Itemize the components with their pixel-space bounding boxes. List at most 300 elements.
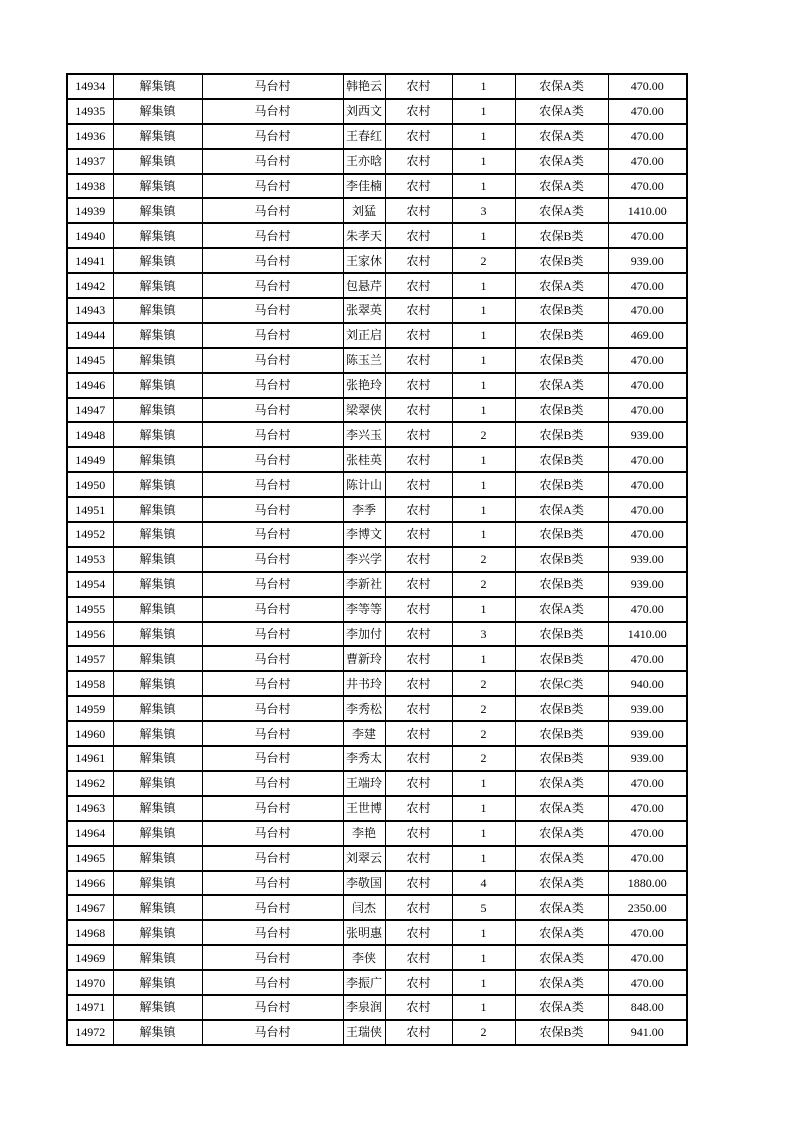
cell-category: 农保A类 (515, 273, 608, 298)
table-row (67, 771, 687, 796)
cell-id: 14966 (67, 871, 113, 896)
cell-persons: 1 (452, 597, 515, 622)
cell-town: 解集镇 (113, 771, 202, 796)
cell-category: 农保B类 (515, 646, 608, 671)
cell-id: 14967 (67, 895, 113, 920)
cell-town: 解集镇 (113, 373, 202, 398)
cell-persons: 1 (452, 821, 515, 846)
cell-town: 解集镇 (113, 995, 202, 1020)
cell-id: 14957 (67, 646, 113, 671)
cell-id: 14936 (67, 124, 113, 149)
cell-town: 解集镇 (113, 1020, 202, 1045)
cell-village: 马台村 (202, 1020, 343, 1045)
table-row (67, 572, 687, 597)
cell-residence: 农村 (385, 522, 452, 547)
cell-village: 马台村 (202, 547, 343, 572)
table-row (67, 298, 687, 323)
cell-village: 马台村 (202, 174, 343, 199)
cell-town: 解集镇 (113, 223, 202, 248)
table-row (67, 149, 687, 174)
cell-town: 解集镇 (113, 696, 202, 721)
cell-town: 解集镇 (113, 348, 202, 373)
cell-name: 李建 (343, 721, 385, 746)
cell-town: 解集镇 (113, 871, 202, 896)
cell-category: 农保A类 (515, 771, 608, 796)
cell-village: 马台村 (202, 447, 343, 472)
cell-category: 农保A类 (515, 821, 608, 846)
table-row (67, 721, 687, 746)
cell-category: 农保A类 (515, 895, 608, 920)
cell-village: 马台村 (202, 273, 343, 298)
cell-village: 马台村 (202, 895, 343, 920)
cell-persons: 2 (452, 696, 515, 721)
cell-category: 农保B类 (515, 248, 608, 273)
cell-category: 农保B类 (515, 622, 608, 647)
cell-name: 李泉润 (343, 995, 385, 1020)
cell-village: 马台村 (202, 771, 343, 796)
table-row (67, 945, 687, 970)
cell-amount: 470.00 (608, 223, 687, 248)
cell-id: 14968 (67, 920, 113, 945)
cell-village: 马台村 (202, 846, 343, 871)
table-row (67, 622, 687, 647)
cell-name: 梁翠侠 (343, 398, 385, 423)
cell-amount: 939.00 (608, 721, 687, 746)
cell-id: 14951 (67, 497, 113, 522)
cell-town: 解集镇 (113, 472, 202, 497)
cell-id: 14953 (67, 547, 113, 572)
cell-category: 农保A类 (515, 597, 608, 622)
cell-village: 马台村 (202, 522, 343, 547)
cell-town: 解集镇 (113, 398, 202, 423)
cell-town: 解集镇 (113, 746, 202, 771)
cell-name: 李兴玉 (343, 422, 385, 447)
cell-name: 闫杰 (343, 895, 385, 920)
cell-residence: 农村 (385, 422, 452, 447)
cell-category: 农保A类 (515, 174, 608, 199)
cell-amount: 470.00 (608, 846, 687, 871)
cell-amount: 940.00 (608, 671, 687, 696)
table-container (66, 73, 688, 1046)
cell-id: 14959 (67, 696, 113, 721)
cell-persons: 1 (452, 447, 515, 472)
cell-category: 农保A类 (515, 99, 608, 124)
cell-residence: 农村 (385, 920, 452, 945)
cell-name: 包悬芹 (343, 273, 385, 298)
table-row (67, 323, 687, 348)
cell-village: 马台村 (202, 74, 343, 99)
cell-category: 农保B类 (515, 348, 608, 373)
cell-village: 马台村 (202, 497, 343, 522)
cell-residence: 农村 (385, 821, 452, 846)
table-row (67, 422, 687, 447)
cell-category: 农保A类 (515, 871, 608, 896)
cell-town: 解集镇 (113, 646, 202, 671)
cell-amount: 470.00 (608, 273, 687, 298)
cell-village: 马台村 (202, 746, 343, 771)
cell-persons: 1 (452, 223, 515, 248)
cell-residence: 农村 (385, 323, 452, 348)
cell-category: 农保A类 (515, 846, 608, 871)
cell-residence: 农村 (385, 945, 452, 970)
cell-category: 农保A类 (515, 970, 608, 995)
cell-id: 14940 (67, 223, 113, 248)
cell-name: 李新社 (343, 572, 385, 597)
cell-category: 农保B类 (515, 721, 608, 746)
cell-town: 解集镇 (113, 99, 202, 124)
cell-village: 马台村 (202, 298, 343, 323)
cell-village: 马台村 (202, 149, 343, 174)
table-row (67, 223, 687, 248)
cell-id: 14946 (67, 373, 113, 398)
cell-name: 李季 (343, 497, 385, 522)
cell-residence: 农村 (385, 671, 452, 696)
cell-name: 李加付 (343, 622, 385, 647)
cell-persons: 2 (452, 721, 515, 746)
cell-residence: 农村 (385, 348, 452, 373)
cell-category: 农保A类 (515, 198, 608, 223)
cell-persons: 1 (452, 771, 515, 796)
cell-town: 解集镇 (113, 846, 202, 871)
cell-persons: 1 (452, 796, 515, 821)
cell-name: 王瑞侠 (343, 1020, 385, 1045)
cell-category: 农保A类 (515, 945, 608, 970)
cell-amount: 470.00 (608, 373, 687, 398)
cell-town: 解集镇 (113, 273, 202, 298)
cell-amount: 470.00 (608, 472, 687, 497)
cell-amount: 470.00 (608, 522, 687, 547)
cell-id: 14956 (67, 622, 113, 647)
cell-category: 农保A类 (515, 796, 608, 821)
table-row (67, 846, 687, 871)
cell-id: 14948 (67, 422, 113, 447)
cell-amount: 470.00 (608, 447, 687, 472)
table-row (67, 895, 687, 920)
cell-persons: 1 (452, 99, 515, 124)
cell-persons: 2 (452, 547, 515, 572)
cell-town: 解集镇 (113, 522, 202, 547)
cell-town: 解集镇 (113, 821, 202, 846)
cell-residence: 农村 (385, 622, 452, 647)
table-row (67, 796, 687, 821)
cell-village: 马台村 (202, 970, 343, 995)
cell-name: 刘正启 (343, 323, 385, 348)
cell-residence: 农村 (385, 696, 452, 721)
cell-residence: 农村 (385, 572, 452, 597)
cell-persons: 2 (452, 671, 515, 696)
cell-village: 马台村 (202, 398, 343, 423)
cell-category: 农保A类 (515, 920, 608, 945)
cell-residence: 农村 (385, 895, 452, 920)
table-row (67, 273, 687, 298)
cell-id: 14935 (67, 99, 113, 124)
cell-id: 14972 (67, 1020, 113, 1045)
cell-persons: 1 (452, 323, 515, 348)
cell-town: 解集镇 (113, 248, 202, 273)
cell-category: 农保A类 (515, 149, 608, 174)
cell-category: 农保B类 (515, 472, 608, 497)
cell-residence: 农村 (385, 398, 452, 423)
table-row (67, 74, 687, 99)
cell-name: 张翠英 (343, 298, 385, 323)
cell-village: 马台村 (202, 696, 343, 721)
cell-amount: 1410.00 (608, 198, 687, 223)
cell-town: 解集镇 (113, 622, 202, 647)
cell-name: 李佳楠 (343, 174, 385, 199)
cell-id: 14962 (67, 771, 113, 796)
cell-residence: 农村 (385, 248, 452, 273)
cell-residence: 农村 (385, 1020, 452, 1045)
cell-town: 解集镇 (113, 796, 202, 821)
cell-residence: 农村 (385, 198, 452, 223)
cell-village: 马台村 (202, 646, 343, 671)
cell-residence: 农村 (385, 771, 452, 796)
cell-residence: 农村 (385, 970, 452, 995)
table-row (67, 472, 687, 497)
table-row (67, 671, 687, 696)
cell-amount: 470.00 (608, 74, 687, 99)
cell-id: 14950 (67, 472, 113, 497)
cell-persons: 1 (452, 373, 515, 398)
cell-village: 马台村 (202, 821, 343, 846)
cell-id: 14970 (67, 970, 113, 995)
cell-residence: 农村 (385, 646, 452, 671)
cell-village: 马台村 (202, 248, 343, 273)
cell-town: 解集镇 (113, 721, 202, 746)
cell-town: 解集镇 (113, 970, 202, 995)
cell-id: 14955 (67, 597, 113, 622)
cell-town: 解集镇 (113, 422, 202, 447)
cell-amount: 470.00 (608, 497, 687, 522)
cell-persons: 1 (452, 646, 515, 671)
cell-town: 解集镇 (113, 671, 202, 696)
cell-id: 14954 (67, 572, 113, 597)
cell-amount: 470.00 (608, 771, 687, 796)
cell-name: 李等等 (343, 597, 385, 622)
cell-category: 农保A类 (515, 74, 608, 99)
cell-name: 井书玲 (343, 671, 385, 696)
cell-residence: 农村 (385, 547, 452, 572)
cell-town: 解集镇 (113, 597, 202, 622)
cell-category: 农保C类 (515, 671, 608, 696)
cell-name: 朱孝天 (343, 223, 385, 248)
cell-town: 解集镇 (113, 497, 202, 522)
cell-village: 马台村 (202, 945, 343, 970)
cell-town: 解集镇 (113, 945, 202, 970)
cell-residence: 农村 (385, 995, 452, 1020)
cell-residence: 农村 (385, 746, 452, 771)
cell-category: 农保B类 (515, 298, 608, 323)
cell-residence: 农村 (385, 298, 452, 323)
cell-village: 马台村 (202, 871, 343, 896)
benefit-roster-table (66, 73, 688, 1046)
cell-village: 马台村 (202, 223, 343, 248)
cell-id: 14964 (67, 821, 113, 846)
table-row (67, 646, 687, 671)
cell-amount: 470.00 (608, 149, 687, 174)
cell-town: 解集镇 (113, 198, 202, 223)
table-row (67, 597, 687, 622)
cell-name: 张艳玲 (343, 373, 385, 398)
cell-amount: 939.00 (608, 572, 687, 597)
cell-residence: 农村 (385, 99, 452, 124)
cell-amount: 848.00 (608, 995, 687, 1020)
cell-category: 农保B类 (515, 422, 608, 447)
cell-persons: 1 (452, 497, 515, 522)
cell-name: 刘西文 (343, 99, 385, 124)
table-row (67, 248, 687, 273)
cell-category: 农保B类 (515, 323, 608, 348)
cell-category: 农保B类 (515, 547, 608, 572)
cell-village: 马台村 (202, 920, 343, 945)
cell-name: 王春红 (343, 124, 385, 149)
cell-amount: 470.00 (608, 398, 687, 423)
table-row (67, 746, 687, 771)
cell-name: 陈玉兰 (343, 348, 385, 373)
cell-residence: 农村 (385, 273, 452, 298)
cell-amount: 470.00 (608, 821, 687, 846)
cell-name: 刘翠云 (343, 846, 385, 871)
cell-id: 14960 (67, 721, 113, 746)
cell-town: 解集镇 (113, 572, 202, 597)
cell-name: 李侠 (343, 945, 385, 970)
cell-persons: 4 (452, 871, 515, 896)
cell-persons: 3 (452, 198, 515, 223)
table-row (67, 497, 687, 522)
cell-village: 马台村 (202, 671, 343, 696)
cell-residence: 农村 (385, 871, 452, 896)
table-row (67, 696, 687, 721)
cell-persons: 1 (452, 124, 515, 149)
cell-residence: 农村 (385, 721, 452, 746)
cell-village: 马台村 (202, 622, 343, 647)
cell-name: 李艳 (343, 821, 385, 846)
cell-amount: 470.00 (608, 174, 687, 199)
cell-amount: 470.00 (608, 597, 687, 622)
cell-residence: 农村 (385, 447, 452, 472)
table-row (67, 348, 687, 373)
cell-id: 14949 (67, 447, 113, 472)
cell-name: 李敬国 (343, 871, 385, 896)
cell-name: 张桂英 (343, 447, 385, 472)
cell-persons: 3 (452, 622, 515, 647)
cell-name: 刘猛 (343, 198, 385, 223)
cell-village: 马台村 (202, 572, 343, 597)
cell-name: 王家休 (343, 248, 385, 273)
cell-name: 李博文 (343, 522, 385, 547)
cell-persons: 1 (452, 846, 515, 871)
cell-name: 李秀松 (343, 696, 385, 721)
cell-category: 农保A类 (515, 124, 608, 149)
cell-residence: 农村 (385, 373, 452, 398)
cell-amount: 470.00 (608, 796, 687, 821)
cell-residence: 农村 (385, 174, 452, 199)
cell-town: 解集镇 (113, 323, 202, 348)
table-row (67, 871, 687, 896)
cell-category: 农保B类 (515, 447, 608, 472)
table-row (67, 970, 687, 995)
cell-amount: 470.00 (608, 298, 687, 323)
cell-category: 农保B类 (515, 1020, 608, 1045)
cell-town: 解集镇 (113, 124, 202, 149)
cell-amount: 939.00 (608, 746, 687, 771)
cell-persons: 1 (452, 348, 515, 373)
table-body (67, 74, 687, 1045)
cell-name: 王端玲 (343, 771, 385, 796)
cell-id: 14942 (67, 273, 113, 298)
cell-amount: 470.00 (608, 99, 687, 124)
cell-id: 14969 (67, 945, 113, 970)
cell-village: 马台村 (202, 323, 343, 348)
cell-residence: 农村 (385, 796, 452, 821)
cell-village: 马台村 (202, 597, 343, 622)
cell-residence: 农村 (385, 149, 452, 174)
cell-category: 农保A类 (515, 373, 608, 398)
cell-town: 解集镇 (113, 895, 202, 920)
cell-village: 马台村 (202, 995, 343, 1020)
table-row (67, 920, 687, 945)
cell-persons: 1 (452, 174, 515, 199)
cell-persons: 1 (452, 273, 515, 298)
cell-town: 解集镇 (113, 920, 202, 945)
cell-village: 马台村 (202, 348, 343, 373)
cell-residence: 农村 (385, 124, 452, 149)
cell-persons: 1 (452, 522, 515, 547)
table-row (67, 398, 687, 423)
table-row (67, 447, 687, 472)
cell-residence: 农村 (385, 223, 452, 248)
cell-village: 马台村 (202, 721, 343, 746)
cell-village: 马台村 (202, 99, 343, 124)
cell-id: 14947 (67, 398, 113, 423)
cell-amount: 939.00 (608, 547, 687, 572)
cell-persons: 1 (452, 298, 515, 323)
cell-amount: 939.00 (608, 422, 687, 447)
cell-id: 14958 (67, 671, 113, 696)
cell-category: 农保B类 (515, 223, 608, 248)
cell-town: 解集镇 (113, 447, 202, 472)
cell-id: 14944 (67, 323, 113, 348)
cell-id: 14971 (67, 995, 113, 1020)
table-row (67, 99, 687, 124)
cell-persons: 1 (452, 970, 515, 995)
cell-village: 马台村 (202, 124, 343, 149)
cell-residence: 农村 (385, 472, 452, 497)
cell-amount: 470.00 (608, 945, 687, 970)
cell-amount: 939.00 (608, 696, 687, 721)
cell-residence: 农村 (385, 497, 452, 522)
cell-category: 农保B类 (515, 398, 608, 423)
cell-name: 李振广 (343, 970, 385, 995)
cell-village: 马台村 (202, 373, 343, 398)
cell-persons: 2 (452, 248, 515, 273)
cell-village: 马台村 (202, 422, 343, 447)
cell-amount: 469.00 (608, 323, 687, 348)
cell-town: 解集镇 (113, 174, 202, 199)
cell-village: 马台村 (202, 796, 343, 821)
cell-name: 韩艳云 (343, 74, 385, 99)
cell-village: 马台村 (202, 472, 343, 497)
table-row (67, 547, 687, 572)
cell-persons: 1 (452, 398, 515, 423)
cell-name: 王亦晗 (343, 149, 385, 174)
cell-name: 王世博 (343, 796, 385, 821)
cell-village: 马台村 (202, 198, 343, 223)
cell-id: 14943 (67, 298, 113, 323)
table-row (67, 522, 687, 547)
table-row (67, 821, 687, 846)
cell-name: 张明惠 (343, 920, 385, 945)
